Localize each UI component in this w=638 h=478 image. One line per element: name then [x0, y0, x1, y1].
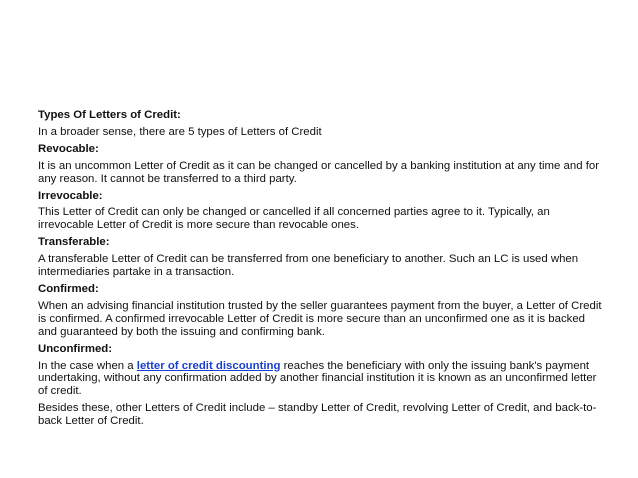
document-body [38, 109, 604, 432]
section-heading-confirmed: Confirmed: [38, 282, 99, 295]
section-heading-unconfirmed: Unconfirmed: [38, 342, 113, 355]
letter-of-credit-discounting-link[interactable]: letter of credit discounting [136, 359, 281, 372]
document-title: Types Of Letters of Credit: [38, 109, 181, 121]
section-text-confirmed: When an advising financial institution trusted by the seller guarantees payment from the buyer, a Letter of Credit is confirmed. A confirmed irrevocable Letter of Credit is more secure than an unconfirmed one as it is backed and guaranteed by both the issuing and confirming bank. [38, 299, 602, 338]
section-text-irrevocable: This Letter of Credit can only be changed or cancelled if all concerned parties agree to it. Typically, an irrevocable Letter of Credit is more secure than revocable ones. [38, 206, 550, 232]
section-text-unconfirmed [38, 360, 604, 399]
section-heading-transferable: Transferable: [38, 236, 110, 249]
unconfirmed-text-before-link: In the case when a [38, 359, 137, 372]
section-text-revocable: It is an uncommon Letter of Credit as it can be changed or cancelled by a banking institution at any time and for any reason. It cannot be transferred to a third party. [38, 159, 599, 185]
intro-text: In a broader sense, there are 5 types of Letters of Credit [38, 125, 322, 138]
closing-text: Besides these, other Letters of Credit include – standby Letter of Credit, revolving Letter of Credit, and back-to-back Letter of Credit. [38, 402, 597, 428]
section-heading-revocable: Revocable: [38, 142, 99, 155]
section-text-transferable: A transferable Letter of Credit can be transferred from one beneficiary to another. Such an LC is used when intermediaries partake in a transaction. [38, 253, 579, 279]
unconfirmed-text-after-link: reaches the beneficiary with only the issuing bank's payment undertaking, without any confirmation added by another financial institution it is known as an unconfirmed letter of credit. [38, 359, 597, 398]
section-heading-irrevocable: Irrevocable: [38, 189, 103, 202]
